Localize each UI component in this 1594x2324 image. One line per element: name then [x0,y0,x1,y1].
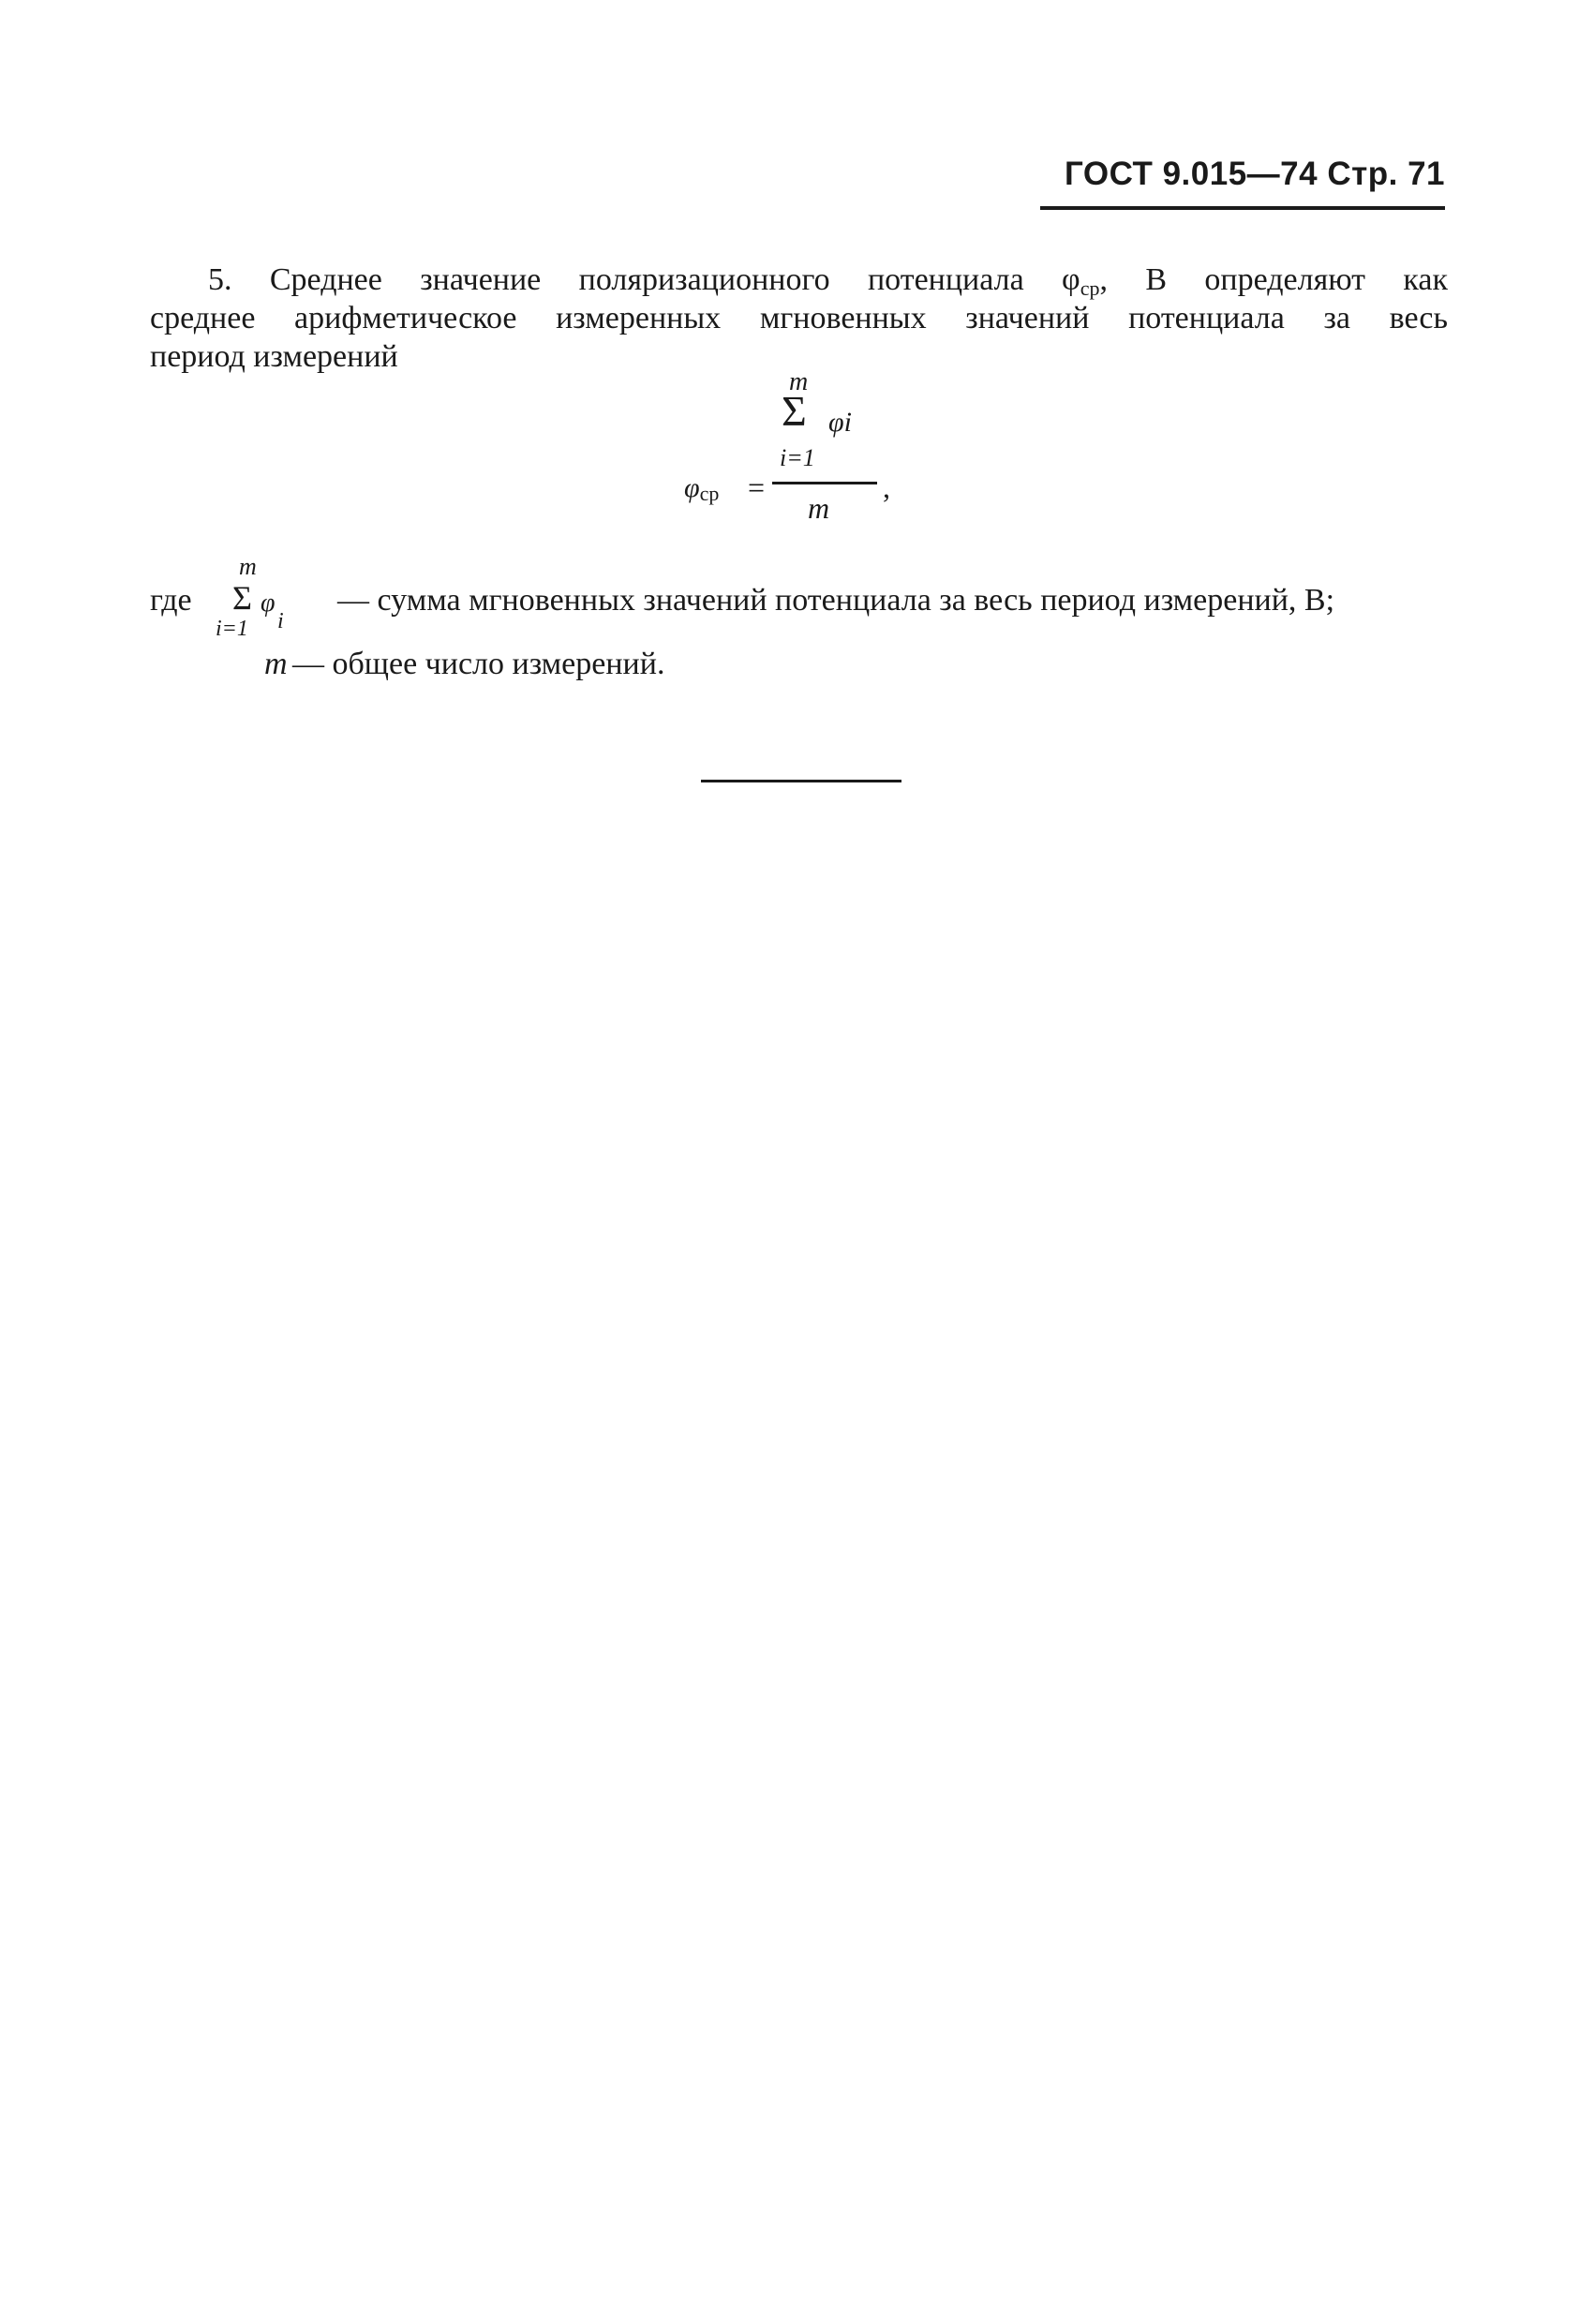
paragraph-line-1-end: , В определяют как [1099,262,1449,297]
paragraph-line-2: среднее арифметическое измеренных мгновенных значений потенциала за весь [150,301,1448,335]
header-rule [1040,206,1445,210]
formula-denominator: m [808,491,830,525]
where-label: где [150,583,192,618]
formula-sum-upper-limit: m [789,367,809,396]
header-text: ГОСТ 9.015—74 Стр. 71 [1064,156,1445,192]
paragraph-5 [150,261,1448,376]
formula-lhs-symbol: φ [684,472,700,503]
definitions-summand: φ [261,588,276,618]
formula-sum-lower-limit: i=1 [780,444,815,471]
definitions-block [150,553,1462,703]
formula-summand: φi [828,407,852,438]
formula-equals: = [748,470,766,504]
formula-fraction-bar [772,482,877,484]
definition-m-symbol: m [264,647,288,681]
formula-lhs [684,472,719,506]
definitions-sigma-symbol: Σ [232,579,252,617]
definitions-sum-upper-limit: m [239,553,257,580]
paragraph-line-3: период измерений [150,339,398,374]
paragraph-line-1-start: 5. Среднее значение поляризационного потенциала φ [208,262,1080,297]
paragraph-line-1 [150,261,1448,299]
definitions-sum-lower-limit: i=1 [216,617,248,641]
page-header [1040,157,1445,190]
end-rule [701,780,901,782]
formula-comma: , [883,470,890,504]
definition-m: — общее число измерений. [292,647,665,681]
mean-potential-formula [684,367,918,536]
formula-lhs-subscript: ср [699,482,720,505]
formula-sigma-symbol: Σ [782,387,807,435]
definitions-summand-subscript: i [277,609,284,633]
phi-subscript: ср [1080,276,1100,300]
definition-sum: — сумма мгновенных значений потенциала за весь период измерений, В; [337,583,1335,618]
